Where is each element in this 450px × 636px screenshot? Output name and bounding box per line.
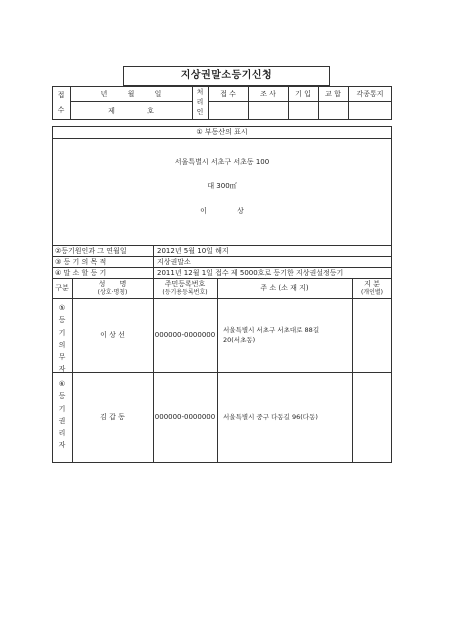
obligee-id: 000000-0000000 [154, 413, 216, 421]
col-share: 지 분 [364, 280, 380, 288]
target-label: ④ 말 소 할 등 기 [55, 269, 107, 277]
obligor-address: 서울특별시 서초구 서초대로 88길 20(서초동) [223, 326, 320, 344]
obligee-name: 김 갑 동 [100, 413, 125, 421]
obligee-address: 서울특별시 중구 다동길 96(다동) [223, 413, 318, 421]
col-name: 성 명 [98, 280, 127, 288]
property-address: 서울특별시 서초구 서초동 100 [174, 158, 270, 166]
obligor-label: ⑤ 등 기 의 무 자 [58, 304, 66, 374]
col-name-sub: (상호·명칭) [97, 289, 128, 296]
col-check: 교 합 [325, 90, 341, 98]
col-id-sub: (등기용등록번호) [162, 289, 208, 296]
obligor-name: 이 상 선 [100, 331, 125, 339]
obligor-id: 000000-0000000 [154, 331, 216, 339]
target-value: 2011년 12월 1일 접수 제 5000호로 등기한 지상권설정등기 [157, 269, 344, 277]
property-land: 대 300㎡ [207, 182, 237, 190]
col-address: 주 소 (소 재 지) [260, 284, 309, 292]
property-section-label: ① 부동산의 표시 [196, 128, 248, 136]
col-id: 주민등록번호 [164, 280, 206, 288]
col-entry: 기 입 [295, 90, 311, 98]
receipt-label: 접 수 [57, 91, 65, 115]
purpose-value: 지상권말소 [157, 258, 191, 266]
handling-label: 처 리 인 [196, 88, 204, 117]
col-receive: 접 수 [220, 90, 236, 98]
receipt-date: 년 월 일 [100, 90, 162, 98]
col-type: 구분 [55, 284, 69, 292]
col-share-sub: (개인별) [360, 289, 384, 296]
col-review: 조 사 [260, 90, 276, 98]
form-title: 지상권말소등기신청 [180, 70, 273, 81]
cause-value: 2012년 5월 10일 해지 [157, 247, 229, 255]
purpose-label: ③ 등 기 의 목 적 [55, 258, 107, 266]
col-notice: 각종통지 [356, 90, 384, 98]
obligee-label: ⑥ 등 기 권 리 자 [58, 380, 66, 450]
receipt-number: 제 호 [108, 107, 154, 115]
property-end: 이 상 [200, 207, 244, 215]
cause-label: ②등기원인과 그 연월일 [55, 247, 127, 255]
